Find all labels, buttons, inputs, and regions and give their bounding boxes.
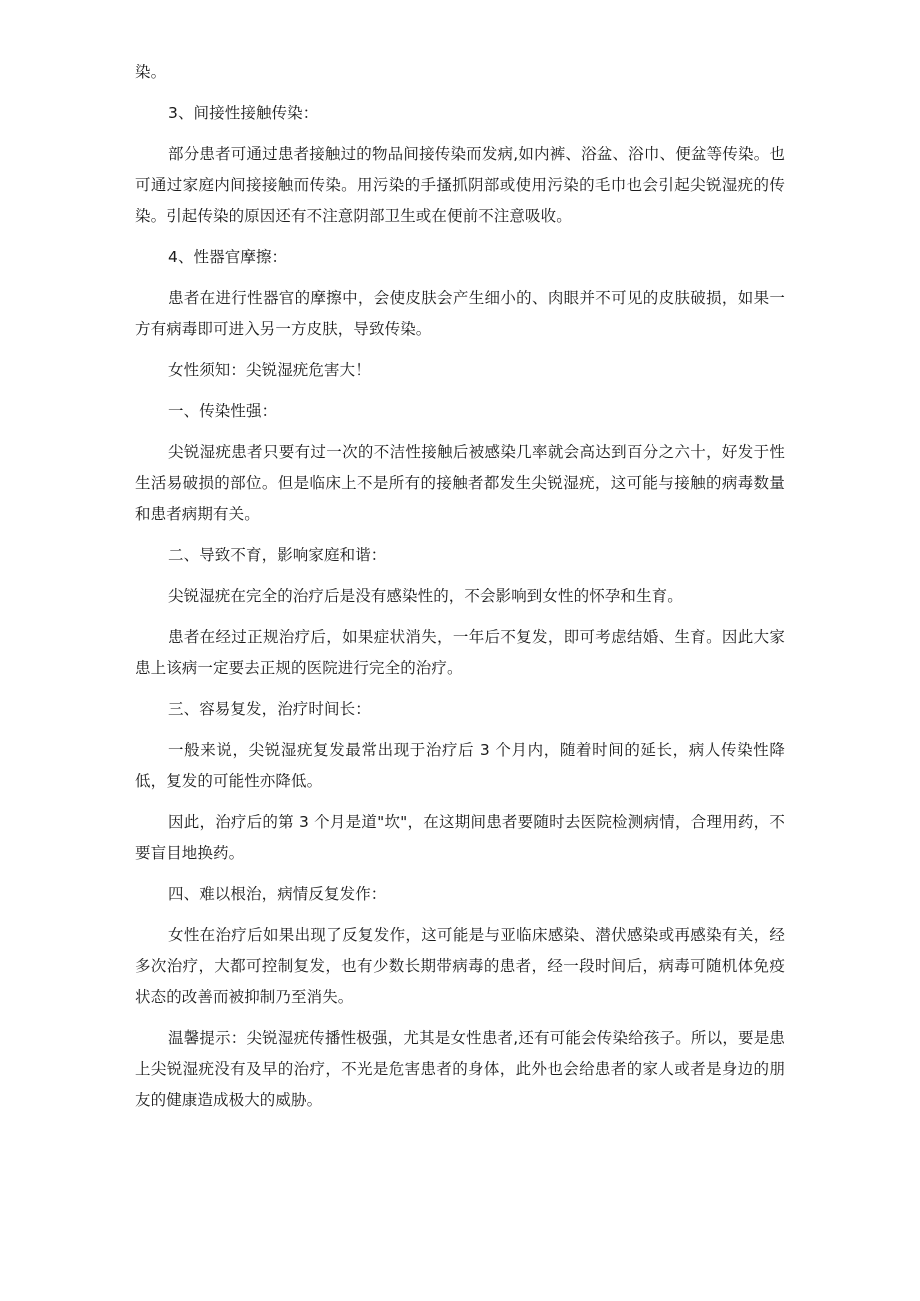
paragraph-warm-tip: 温馨提示：尖锐湿疣传播性极强，尤其是女性患者,还有可能会传染给孩子。所以，要是患上尖锐湿疣没有及早的治疗，不光是危害患者的身体，此外也会给患者的家人或者是身边的朋友的健康造成极大的威胁。 — [135, 1029, 785, 1109]
paragraph-continuation: 染。 — [135, 63, 167, 81]
document-body — [135, 57, 785, 1126]
paragraph-infertility-1: 尖锐湿疣在完全的治疗后是没有感染性的，不会影响到女性的怀孕和生育。 — [168, 587, 683, 605]
paragraph-indirect-contact: 部分患者可通过患者接触过的物品间接传染而发病,如内裤、浴盆、浴巾、便盆等传染。也可通过家庭内间接接触而传染。用污染的手搔抓阴部或使用污染的毛巾也会引起尖锐湿疣的传染。引起传染的原因还有不注意阴部卫生或在便前不注意吸收。 — [135, 145, 785, 225]
heading-infertility: 二、导致不育，影响家庭和谐： — [168, 546, 387, 564]
section-title-harm: 女性须知：尖锐湿疣危害大！ — [168, 361, 371, 379]
heading-friction: 4、性器官摩擦： — [168, 248, 288, 266]
paragraph-contagious: 尖锐湿疣患者只要有过一次的不洁性接触后被感染几率就会高达到百分之六十，好发于性生活易破损的部位。但是临床上不是所有的接触者都发生尖锐湿疣，这可能与接触的病毒数量和患者病期有关。 — [135, 443, 785, 523]
paragraph-recurrence-2: 因此，治疗后的第 3 个月是道"坎"，在这期间患者要随时去医院检测病情，合理用药，不要盲目地换药。 — [135, 813, 785, 862]
paragraph-infertility-2: 患者在经过正规治疗后，如果症状消失，一年后不复发，即可考虑结婚、生育。因此大家患上该病一定要去正规的医院进行完全的治疗。 — [135, 628, 785, 677]
heading-hard-to-cure: 四、难以根治，病情反复发作： — [168, 885, 387, 903]
heading-contagious: 一、传染性强： — [168, 402, 278, 420]
paragraph-friction: 患者在进行性器官的摩擦中，会使皮肤会产生细小的、肉眼并不可见的皮肤破损，如果一方有病毒即可进入另一方皮肤，导致传染。 — [135, 289, 785, 338]
heading-recurrence: 三、容易复发，治疗时间长： — [168, 700, 371, 718]
paragraph-hard-to-cure: 女性在治疗后如果出现了反复发作，这可能是与亚临床感染、潜伏感染或再感染有关，经多次治疗，大都可控制复发，也有少数长期带病毒的患者，经一段时间后，病毒可随机体免疫状态的改善而被抑制乃至消失。 — [135, 926, 785, 1006]
paragraph-recurrence-1: 一般来说，尖锐湿疣复发最常出现于治疗后 3 个月内，随着时间的延长，病人传染性降低，复发的可能性亦降低。 — [135, 741, 785, 790]
heading-indirect-contact: 3、间接性接触传染： — [168, 104, 319, 122]
